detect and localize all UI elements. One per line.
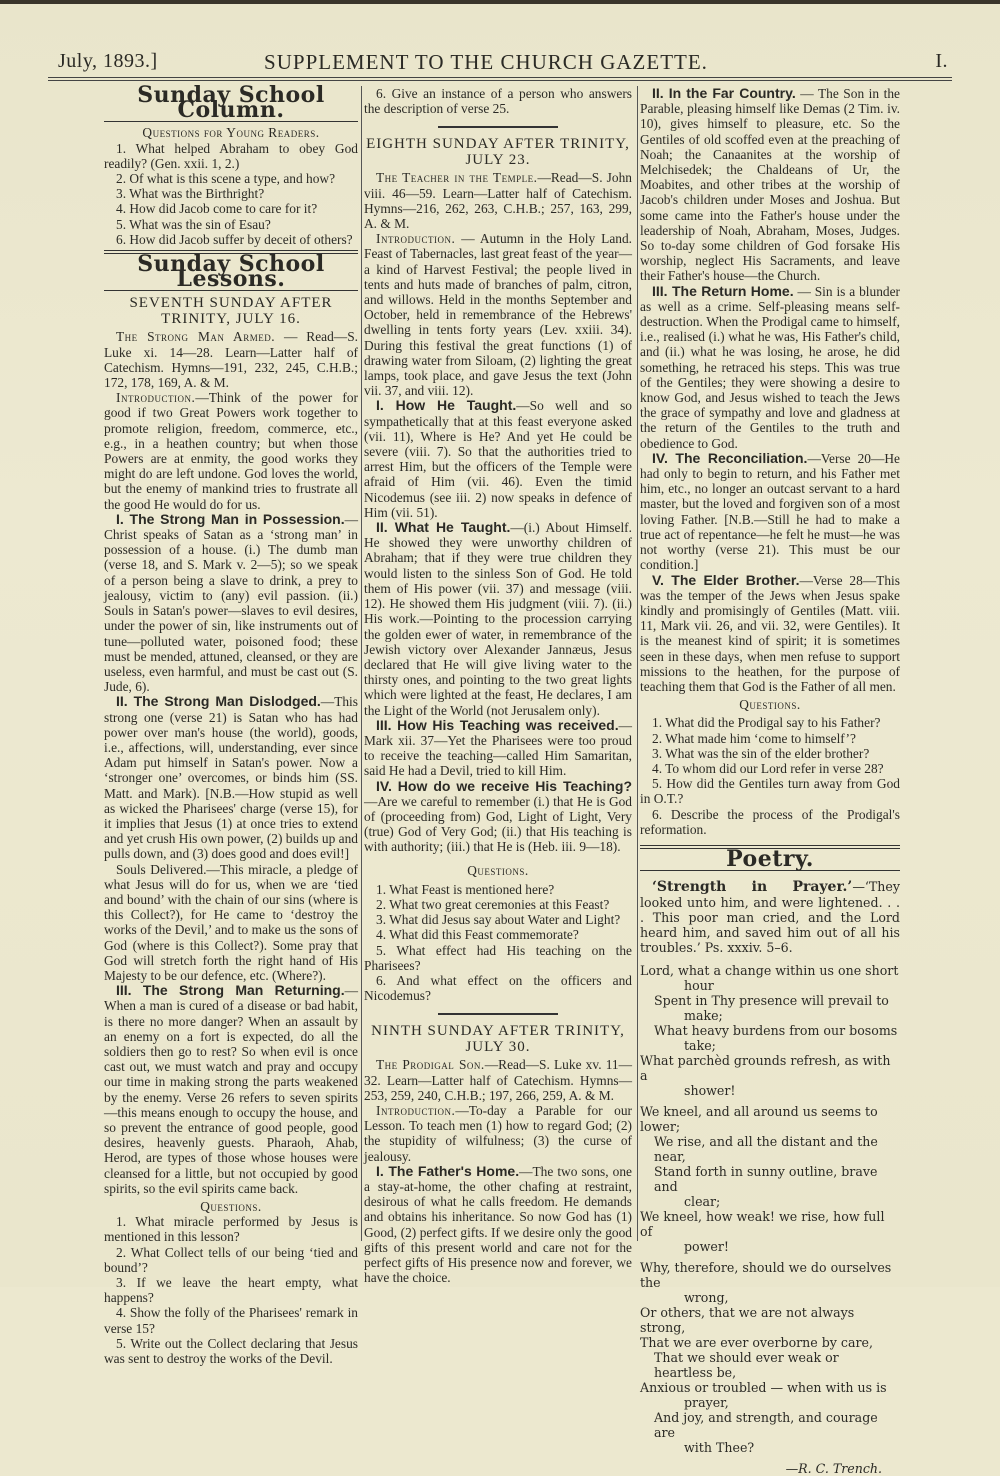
question: 2. What made him ‘come to himself’? bbox=[652, 730, 856, 746]
question: 5. What was the sin of Esau? bbox=[116, 216, 271, 232]
header-rule bbox=[48, 77, 952, 81]
lesson-section: I. The Father's Home.—The two sons, one a stay-at-home, the other chafing at restraint, desirous of what he calls freedom. He demands and obtains his inheritance. So now God has (1) Good, (2) perfect gifts. If we desire only the good gifts of this present world and care not for the perfect gifts of His presence now and forever, we have the choice. bbox=[364, 1162, 632, 1286]
column-divider bbox=[361, 86, 362, 1241]
poem: Lord, what a change within us one short hour Spent in Thy presence will prevail to make; What heavy burdens from our bosoms take; What parchèd grounds refresh, as with a shower! We kneel, and all around us seems to lower; We rise, and all the distant and the near, Stand forth in sunny outline, brave and clear; We kneel, how weak! we rise, how full of power! Why, therefore, should we do ourselves the wrong, Or others, that we are not always strong, That we are ever overborne by care, That we should ever weak or heartless be, Anxious or troubled — when with us is prayer, And joy, and strength, and courage are with Thee? —R. C. Trench. bbox=[640, 963, 899, 1476]
question: 6. Give an instance of a person who answers the description of verse 25. bbox=[364, 86, 632, 117]
lesson-intro: The Teacher in the Temple.—Read—S. John viii. 46—59. Learn—Latter half of Catechism. Hymns—216, 262, 263, C.H.B.; 257, 163, 299, A. & M. bbox=[364, 170, 632, 232]
question: 6. Describe the process of the Prodigal's reformation. bbox=[640, 806, 900, 837]
lesson-heading: NINTH SUNDAY AFTER TRINITY, JULY 30. bbox=[371, 1023, 625, 1056]
short-rule bbox=[438, 1013, 558, 1015]
poem-signature: —R. C. Trench. bbox=[785, 1461, 882, 1476]
question: 4. Show the folly of the Pharisees' remark in verse 15? bbox=[104, 1305, 358, 1336]
lesson-heading: SEVENTH SUNDAY AFTER TRINITY, JULY 16. bbox=[129, 295, 333, 328]
lesson-section: II. The Strong Man Dislodged.—This strong one (verse 21) is Satan who has had power over man's house (the world), goods, i.e., affections, will, understanding, ever since Adam put himself in Satan's power. Now a ‘stronger one’ overcomes, or binds him (SS. Matt. and Mark). [N.B.—How stupid as well as wicked the Pharisees' charge (verse 15), for it implies that Jesus (1) at once tries to extend and yet crush His own power, (2) builds up and pulls down, and (3) does good and does evil!] bbox=[104, 693, 358, 862]
page-header bbox=[48, 50, 948, 80]
lesson-section: III. The Strong Man Returning.—When a man is cured of a disease or bad habit, is there no more danger? When an assault by an enemy on a fort is expected, do all the soldiers then go to rest? So when evil is once cast out, we must watch and pray and occupy our time in making strong the parts weakened by the enemy. Verse 26 refers to seven spirits —this means enough to occupy the house, and so prevent the entrance of good people, good desires, heavenly guests. Pharaoh, Ahab, Herod, are types of those whose houses were cleansed for a little, but not occupied by good spirits, so the evil spirits came back. bbox=[104, 982, 358, 1196]
questions-heading: Questions. bbox=[739, 697, 801, 713]
section-title-poetry: Poetry. bbox=[726, 845, 814, 872]
page-number: I. bbox=[935, 50, 948, 72]
poem-epigraph: ‘Strength in Prayer.’—‘They looked unto him, and were lightened. . . . This poor man cried, and the Lord heard him, and saved him out of all his troubles.’ Ps. xxxiv. 5–6. bbox=[640, 879, 900, 956]
short-rule bbox=[438, 126, 558, 128]
poem-title: ‘Strength in Prayer.’ bbox=[652, 879, 853, 896]
lesson-section: IV. How do we receive His Teaching?—Are we careful to remember (i.) that He is God of (proceeding from) God, Light of Light, Very (true) God of Very God; (ii.) that His teaching is with authority; (iii.) that He is (Heb. iii. 9—18). bbox=[364, 777, 632, 855]
header-title: SUPPLEMENT TO THE CHURCH GAZETTE. bbox=[264, 50, 708, 74]
question: 4. What did this Feast commemorate? bbox=[376, 927, 579, 943]
question: 5. Write out the Collect declaring that Jesus was sent to destroy the works of the Devil. bbox=[104, 1335, 358, 1367]
question: 3. What was the Birthright? bbox=[116, 186, 265, 202]
question: 1. What helped Abraham to obey God readily? (Gen. xxii. 1, 2.) bbox=[104, 140, 358, 171]
question: 2. Of what is this scene a type, and how? bbox=[116, 171, 336, 187]
header-date: July, 1893.] bbox=[58, 50, 158, 72]
lesson-introduction: Introduction.—To-day a Parable for our Lesson. To teach men (1) how to regard God; (2) the stupidity of wilfulness; (3) the curse of jealousy. bbox=[364, 1102, 632, 1164]
question: 4. How did Jacob come to care for it? bbox=[116, 201, 318, 217]
section-title-sunday-school-lessons: Sunday School Lessons. bbox=[137, 251, 325, 293]
lesson-heading: EIGHTH SUNDAY AFTER TRINITY, JULY 23. bbox=[366, 136, 630, 169]
lesson-intro: The Prodigal Son.—Read—S. Luke xv. 11—32. Learn—Latter half of Catechism. Hymns—253, 259, 240, C.H.B.; 197, 266, 259, A. & M. bbox=[364, 1057, 632, 1103]
question: 3. What did Jesus say about Water and Light? bbox=[376, 912, 621, 928]
column-1 bbox=[104, 82, 358, 1367]
section-title-sunday-school-column: Sunday School Column. bbox=[137, 82, 325, 124]
column-2 bbox=[364, 86, 632, 1285]
column-3 bbox=[640, 86, 900, 1476]
question: 1. What did the Prodigal say to his Father? bbox=[652, 715, 881, 731]
question: 5. What effect had His teaching on the Pharisees? bbox=[364, 942, 632, 973]
lesson-section: III. How His Teaching was received.—Mark xii. 37—Yet the Pharisees were too proud to receive the teaching—called Him Samaritan, said He had a Devil, tried to kill Him. bbox=[364, 716, 632, 779]
question: 2. What two great ceremonies at this Feast? bbox=[376, 896, 610, 912]
question: 1. What Feast is mentioned here? bbox=[376, 881, 555, 897]
lesson-introduction: Introduction. — Autumn in the Holy Land. Feast of Tabernacles, last great feast of the year—a kind of Harvest Festival; the people lived in tents and huts made of branches of palm, citron, and willows. Held in the months September and October, held in remembrance of the Hebrews' dwelling in tents forty years (Lev. xxiii. 34). During this festival the great functions (1) of drawing water from Siloam, (2) lighting the great lamps, took place, and gave Jesus the text (John vii. 37, and viii. 12). bbox=[364, 231, 632, 399]
questions-heading: Questions. bbox=[467, 862, 529, 878]
column-divider bbox=[637, 86, 638, 1241]
question: 2. What Collect tells of our being ‘tied and bound’? bbox=[104, 1244, 358, 1275]
question: 1. What miracle performed by Jesus is mentioned in this lesson? bbox=[104, 1214, 358, 1245]
page-edge-shadow bbox=[0, 0, 1000, 4]
lesson-section: II. What He Taught.—(i.) About Himself. He showed they were unworthy children of Abraham; that if they were true children they would listen to the sinless Son of God. He told them of His power (vii. 37) and message (viii. 12). He showed them His judgment (viii. 7). (ii.) His work.—Pointing to the procession carrying the golden ewer of water, in remembrance of the Jewish victory over Alexander Jannæus, Jesus declared that He will give living water to the thirsty ones, and pointing to the two great lights which were lighted at the feast, He declares, I am the Light of the World (not Jerusalem only). bbox=[364, 519, 632, 718]
lesson-paragraph: Souls Delivered.—This miracle, a pledge of what Jesus will do for us, when we are ‘tied and bound’ with the chain of our sins (where is this Collect?), for He came to ‘destroy the works of the Devil,’ and to make us the sons of God (where is this Collect?). Some pray that God will stretch forth the right hand of His Majesty to be our defence, etc. (Where?). bbox=[104, 861, 358, 983]
lesson-intro: The Strong Man Armed. — Read—S. Luke xi. 14—28. Learn—Latter half of Catechism. Hymns—191, 232, 245, C.H.B.; 172, 178, 169, A. & M. bbox=[104, 329, 358, 391]
lesson-section: III. The Return Home. — Sin is a blunder as well as a crime. Self-pleasing means self-destruction. When the Prodigal came to himself, i.e., realised (i.) what he was, His Father's child, and (ii.) what he was losing, he arose, he did something, he retraced his steps. This was true of the Gentiles; they were showing a desire to know God, and Jesus wished to teach the Jews the grace of sympathy and love and gladness at the return of the Gentiles to the truth and obedience to God. bbox=[640, 282, 900, 451]
lesson-section: V. The Elder Brother.—Verse 28—This was the temper of the Jews when Jesus spake kindly and promisingly of Gentiles (Matt. viii. 11, Mark vii. 26, and vii. 32, were Gentiles). It is the meanest kind of spirit; it is sometimes seen in these days, when men refuse to support missions to the heathen, for the purpose of teaching them that God is the Father of all men. bbox=[640, 571, 900, 694]
lesson-introduction: Introduction.—Think of the power for good if two Great Powers work together to promote religion, freedom, commerce, etc., e.g., in a heathen country; but when those Powers are at enmity, the good works they might do are left undone. God loves the world, but the enemy of mankind tries to frustrate all the good He would do for us. bbox=[104, 390, 358, 512]
question: 6. How did Jacob suffer by deceit of others? bbox=[116, 231, 353, 247]
lesson-section: II. In the Far Country. — The Son in the Parable, pleasing himself like Demas (2 Tim. iv. 10), gives himself to pleasure, etc. So the Gentiles of old scoffed even at the preaching of Noah; the Canaanites at the worship of Melchisedek; the Chaldeans of Ur, the Moabites, and other tribes at the worship of Jacob's children under Moses and Joshua. But some came into the Father's house under the leadership of Noah, Abraham, Moses, Judges. So to-day some children of God forsake His worship, neglect His Sacraments, and leave their Father's house—the Church. bbox=[640, 85, 900, 284]
question: 3. If we leave the heart empty, what happens? bbox=[104, 1275, 358, 1306]
question: 6. And what effect on the officers and Nicodemus? bbox=[364, 972, 632, 1004]
lesson-section: I. How He Taught.—So well and so sympathetically that at this feast everyone asked (vii. 11), Where is He? And yet He could be severe (viii. 7). So that the authorities tried to arrest Him, but the officers of the Temple were afraid of Him (vii. 46). Even the timid Nicodemus (see iii. 2) now speaks in defence of Him (vii. 51). bbox=[364, 397, 632, 520]
questions-heading: Questions. bbox=[200, 1199, 262, 1215]
question: 5. How did the Gentiles turn away from God in O.T.? bbox=[640, 776, 900, 807]
lesson-section: IV. The Reconciliation.—Verse 20—He had only to begin to return, and his Father met him, etc., no longer an outcast servant to a hard master, but the loved and forgiven son of a most loving Father. [N.B.—Still he had to make a true act of repentance—he felt he must—he was not worthy (verse 21). This must be our condition.] bbox=[640, 449, 900, 573]
subsection-title: Questions for Young Readers. bbox=[142, 125, 320, 141]
question-list bbox=[104, 141, 358, 247]
question: 3. What was the sin of the elder brother? bbox=[652, 745, 870, 761]
question: 4. To whom did our Lord refer in verse 28? bbox=[652, 760, 884, 776]
lesson-section: I. The Strong Man in Possession.—Christ speaks of Satan as a ‘strong man’ in possession of a house. (i.) The dumb man (verse 18, and S. Mark v. 2—5); so we speak of a person being a slave to drink, a prey to jealousy, victim to (any) evil passion. (ii.) Souls in Satan's power—slaves to evil desires, under the power of sin, like instruments out of tune—polluted water, poisoned food; these must be mended, attuned, cleansed, or they are useless, even harmful, and must be cast out (S. Jude, 6). bbox=[104, 510, 358, 695]
